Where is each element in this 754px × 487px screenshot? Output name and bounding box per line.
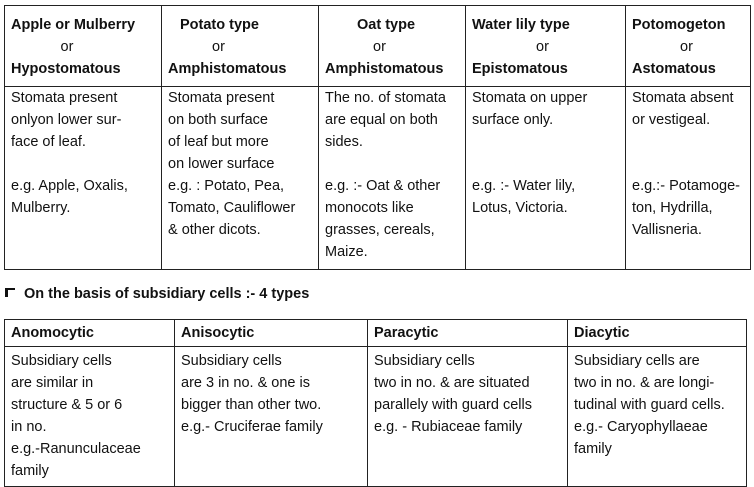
- body-cell: [568, 347, 747, 487]
- example-line: e.g. Apple, Oxalis,: [11, 178, 128, 194]
- table-body-row: [5, 347, 747, 487]
- section-heading-text: On the basis of subsidiary cells :- 4 types: [24, 286, 310, 302]
- body-line: e.g.- Caryophyllaeae: [574, 419, 708, 435]
- header-cell: [162, 6, 319, 87]
- desc-line: Stomata on upper: [472, 90, 588, 106]
- table-body-row: [5, 87, 751, 270]
- example-line: e.g.:- Potamoge-: [632, 178, 740, 194]
- desc-line: Stomata absent: [632, 90, 734, 106]
- header-cell: Anomocytic: [5, 320, 175, 347]
- header-cell: [626, 6, 751, 87]
- header-term: Epistomatous: [472, 61, 568, 77]
- header-cell: [319, 6, 466, 87]
- header-cell: Anisocytic: [175, 320, 368, 347]
- desc-line: on lower surface: [168, 156, 275, 172]
- body-cell: [319, 87, 466, 270]
- example-line: Tomato, Cauliflower: [168, 200, 296, 216]
- table-header-row: [5, 320, 747, 347]
- body-line: Subsidiary cells are: [574, 353, 700, 369]
- header-term: Hypostomatous: [11, 61, 121, 77]
- body-line: e.g. - Rubiaceae family: [374, 419, 523, 435]
- example-line: Lotus, Victoria.: [472, 200, 568, 216]
- body-line: Subsidiary cells: [181, 353, 282, 369]
- desc-line: Stomata present: [11, 90, 118, 106]
- header-cell: Paracytic: [368, 320, 568, 347]
- header-cell: Diacytic: [568, 320, 747, 347]
- body-line: family: [574, 441, 612, 457]
- header-title: Water lily type: [472, 17, 570, 33]
- desc-line: on both surface: [168, 112, 268, 128]
- body-cell: [5, 87, 162, 270]
- header-title: Potomogeton: [632, 17, 726, 33]
- body-cell: [175, 347, 368, 487]
- body-cell: [162, 87, 319, 270]
- stomata-distribution-table: [4, 5, 751, 270]
- body-line: in no.: [11, 419, 47, 435]
- body-line: Subsidiary cells: [374, 353, 475, 369]
- body-cell: [368, 347, 568, 487]
- header-term: Astomatous: [632, 61, 716, 77]
- body-cell: [626, 87, 751, 270]
- example-line: Vallisneria.: [632, 222, 702, 238]
- header-term: Amphistomatous: [325, 61, 444, 77]
- header-title: Apple or Mulberry: [11, 17, 136, 33]
- header-or: or: [536, 39, 549, 55]
- desc-line: The no. of stomata: [325, 90, 446, 106]
- example-line: Mulberry.: [11, 200, 71, 216]
- body-line: e.g.- Cruciferae family: [181, 419, 323, 435]
- body-line: Subsidiary cells: [11, 353, 112, 369]
- desc-line: of leaf but more: [168, 134, 269, 150]
- example-line: & other dicots.: [168, 222, 261, 238]
- body-cell: [5, 347, 175, 487]
- header-or: or: [680, 39, 693, 55]
- desc-line: face of leaf.: [11, 134, 86, 150]
- body-line: tudinal with guard cells.: [574, 397, 725, 413]
- example-line: e.g. : Potato, Pea,: [168, 178, 285, 194]
- example-line: grasses, cereals,: [325, 222, 435, 238]
- desc-line: are equal on both: [325, 112, 438, 128]
- desc-line: onlyon lower sur-: [11, 112, 122, 128]
- subsidiary-cells-table: [4, 319, 747, 487]
- pointing-hand-icon: [4, 286, 16, 302]
- example-line: e.g. :- Oat & other: [325, 178, 441, 194]
- desc-line: or vestigeal.: [632, 112, 711, 128]
- desc-line: surface only.: [472, 112, 554, 128]
- header-term: Amphistomatous: [168, 61, 287, 77]
- body-line: two in no. & are longi-: [574, 375, 715, 391]
- header-or: or: [212, 39, 225, 55]
- example-line: Maize.: [325, 244, 368, 260]
- body-line: parallely with guard cells: [374, 397, 532, 413]
- table-header-row: [5, 6, 751, 87]
- body-line: bigger than other two.: [181, 397, 322, 413]
- desc-line: Stomata present: [168, 90, 275, 106]
- example-line: e.g. :- Water lily,: [472, 178, 576, 194]
- body-line: structure & 5 or 6: [11, 397, 123, 413]
- body-line: are similar in: [11, 375, 94, 391]
- section-heading: [4, 286, 309, 302]
- body-line: e.g.-Ranunculaceae: [11, 441, 141, 457]
- body-cell: [466, 87, 626, 270]
- body-line: are 3 in no. & one is: [181, 375, 310, 391]
- header-title: Oat type: [357, 17, 416, 33]
- header-cell: [5, 6, 162, 87]
- desc-line: sides.: [325, 134, 363, 150]
- example-line: ton, Hydrilla,: [632, 200, 713, 216]
- header-or: or: [60, 39, 74, 55]
- example-line: monocots like: [325, 200, 414, 216]
- header-or: or: [373, 39, 386, 55]
- body-line: two in no. & are situated: [374, 375, 530, 391]
- header-cell: [466, 6, 626, 87]
- body-line: family: [11, 463, 49, 479]
- header-title: Potato type: [180, 17, 259, 33]
